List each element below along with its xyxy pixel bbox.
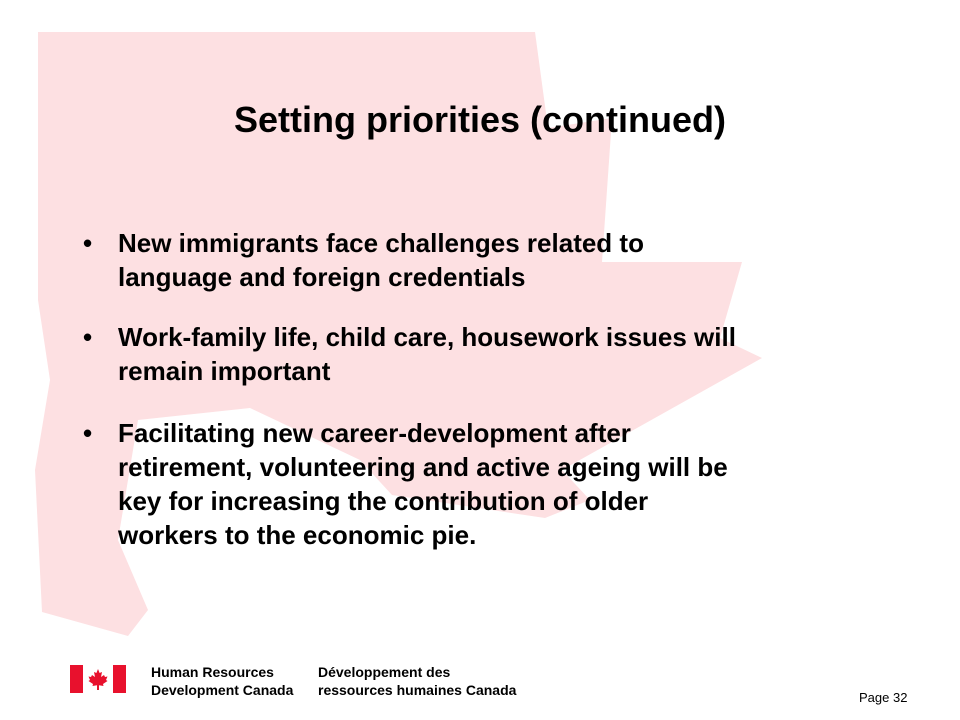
bullet-list — [80, 226, 900, 552]
department-line: Human Resources — [151, 664, 274, 680]
bullet-glyph: • — [83, 418, 93, 448]
bullet-line: language and foreign credentials — [118, 262, 526, 292]
canada-flag-icon — [70, 665, 126, 693]
bullet-retirement — [80, 416, 900, 552]
bullet-line: Work-family life, child care, housework issues will — [118, 322, 736, 352]
bullet-line: remain important — [118, 356, 331, 386]
department-line: Development Canada — [151, 682, 294, 698]
bullet-glyph: • — [83, 228, 93, 258]
department-line: Développement des — [318, 664, 451, 680]
bullet-work-family — [80, 320, 900, 388]
bullet-line: Facilitating new career-development after — [118, 418, 631, 448]
department-name-english — [151, 663, 293, 699]
bullet-line: New immigrants face challenges related to — [118, 228, 644, 258]
slide-title: Setting priorities (continued) — [234, 99, 726, 140]
bullet-immigrants — [80, 226, 900, 294]
department-name-french — [318, 663, 516, 699]
department-line: ressources humaines Canada — [318, 682, 517, 698]
footer — [0, 655, 960, 720]
bullet-line: retirement, volunteering and active ageing will be — [118, 452, 728, 482]
page-number: Page 32 — [859, 690, 908, 705]
bullet-line: key for increasing the contribution of older — [118, 486, 649, 516]
bullet-glyph: • — [83, 322, 93, 352]
bullet-line: workers to the economic pie. — [118, 520, 477, 550]
